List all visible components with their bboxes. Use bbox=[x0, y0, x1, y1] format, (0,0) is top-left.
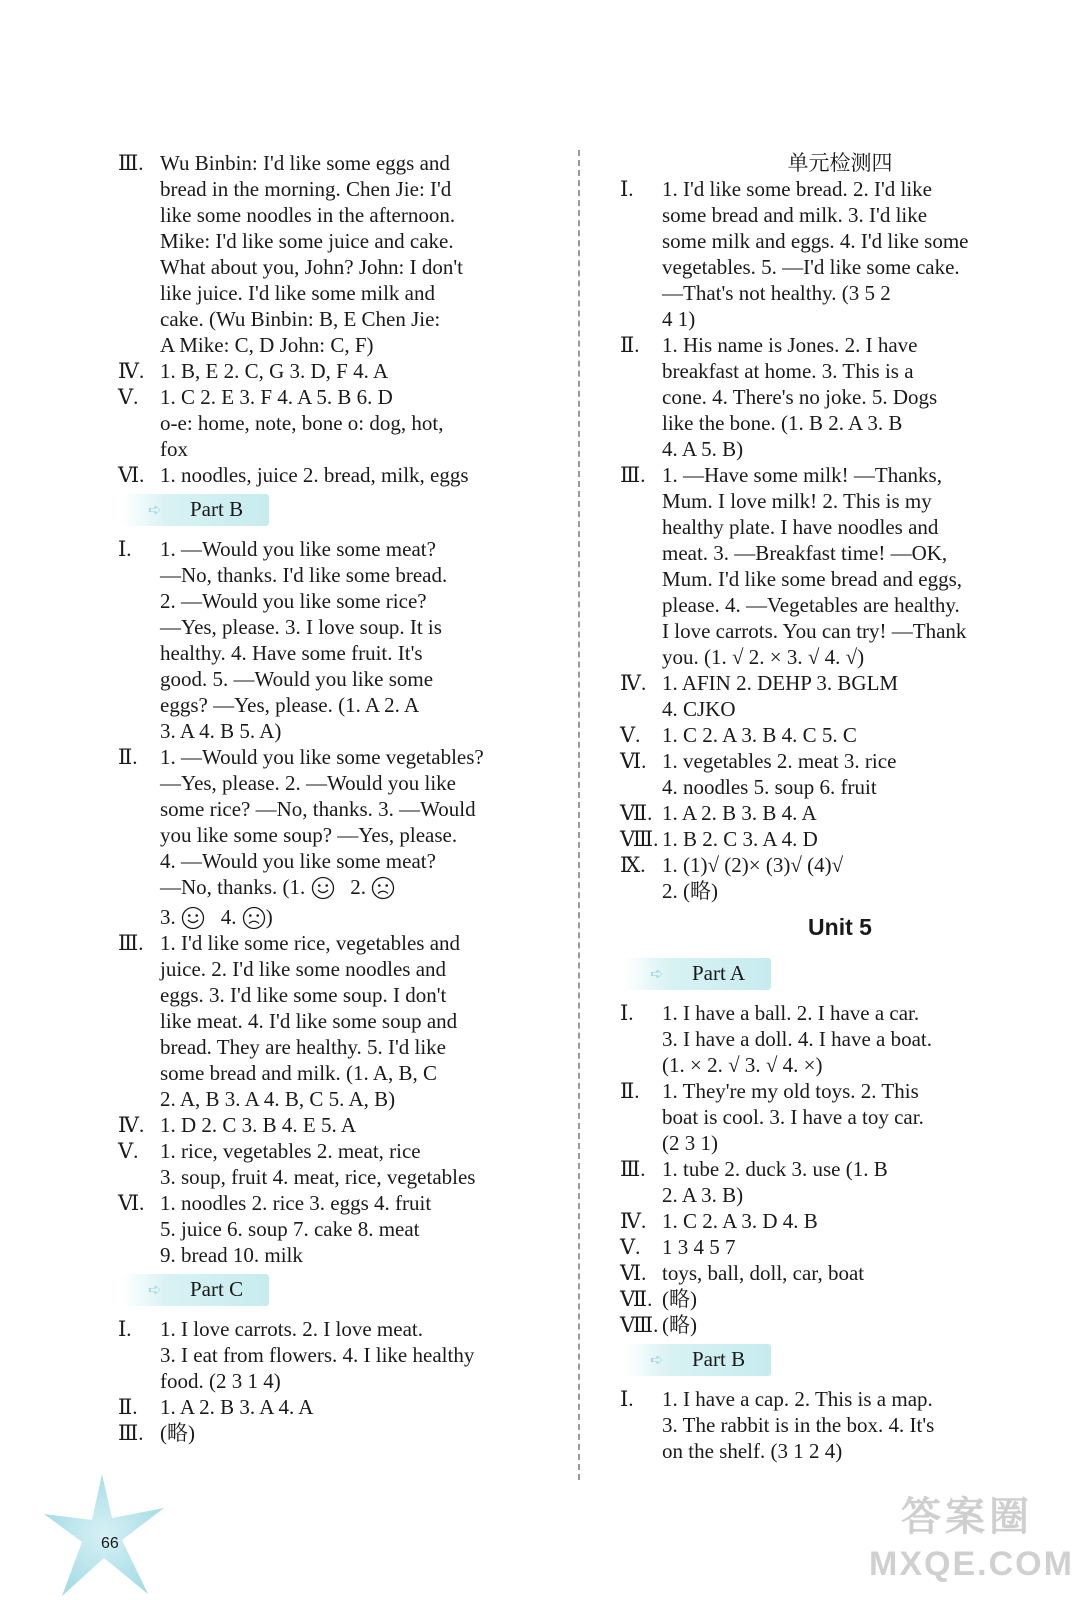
part-heading-label: Part B bbox=[190, 497, 244, 521]
question-number: Ⅷ. bbox=[620, 1313, 659, 1337]
answer-line: —No, thanks. I'd like some bread. bbox=[160, 563, 448, 587]
answer-line: 2. —Would you like some rice? bbox=[160, 589, 427, 613]
question-number: Ⅵ. bbox=[620, 749, 647, 773]
answer-line: 1. (1)√ (2)× (3)√ (4)√ bbox=[662, 853, 844, 877]
arrow-icon: ➪ bbox=[148, 1282, 162, 1299]
answer-line: 3. I eat from flowers. 4. I like healthy bbox=[160, 1343, 475, 1367]
watermark-logo-text: 答案圈 bbox=[901, 1495, 1033, 1539]
answer-line: (1. × 2. √ 3. √ 4. ×) bbox=[662, 1053, 823, 1077]
answer-line: like juice. I'd like some milk and bbox=[160, 281, 435, 305]
question bbox=[118, 536, 548, 744]
question-number: Ⅰ. bbox=[620, 1387, 634, 1411]
question-number: Ⅴ. bbox=[118, 1139, 139, 1163]
question-number: Ⅵ. bbox=[620, 1261, 647, 1285]
answer-line: 3. soup, fruit 4. meat, rice, vegetables bbox=[160, 1165, 476, 1189]
answer-line: healthy plate. I have noodles and bbox=[662, 515, 939, 539]
answer-line: 1. noodles, juice 2. bread, milk, eggs bbox=[160, 463, 469, 487]
answer-line: you. (1. √ 2. × 3. √ 4. √) bbox=[662, 645, 865, 669]
answer-line: 1. vegetables 2. meat 3. rice bbox=[662, 749, 897, 773]
answer-line: 1. —Would you like some meat? bbox=[160, 537, 436, 561]
question bbox=[620, 176, 1060, 332]
answer-line: What about you, John? John: I don't bbox=[160, 255, 463, 279]
answer-line: (略) bbox=[160, 1421, 195, 1445]
question bbox=[620, 1260, 1060, 1286]
question-number: Ⅶ. bbox=[620, 1287, 653, 1311]
answer-text: 3. bbox=[160, 905, 176, 929]
answer-line: some milk and eggs. 4. I'd like some bbox=[662, 229, 969, 253]
answer-line: 3. The rabbit is in the box. 4. It's bbox=[662, 1413, 935, 1437]
answer-line: 9. bread 10. milk bbox=[160, 1243, 303, 1267]
right-column bbox=[620, 150, 1060, 1464]
question bbox=[118, 1394, 548, 1420]
part-heading bbox=[122, 494, 269, 526]
question bbox=[620, 462, 1060, 670]
answer-line: o-e: home, note, bone o: dog, hot, bbox=[160, 411, 444, 435]
answer-line: Mike: I'd like some juice and cake. bbox=[160, 229, 454, 253]
answer-line: 1. A 2. B 3. A 4. A bbox=[160, 1395, 314, 1419]
answer-line: 1. B, E 2. C, G 3. D, F 4. A bbox=[160, 359, 389, 383]
answer-line: 5. juice 6. soup 7. cake 8. meat bbox=[160, 1217, 420, 1241]
question bbox=[620, 748, 1060, 800]
question bbox=[118, 1316, 548, 1394]
answer-line: 1. D 2. C 3. B 4. E 5. A bbox=[160, 1113, 357, 1137]
answer-line: 4. noodles 5. soup 6. fruit bbox=[662, 775, 877, 799]
answer-line: 4. —Would you like some meat? bbox=[160, 849, 436, 873]
answer-line: bread. They are healthy. 5. I'd like bbox=[160, 1035, 447, 1059]
test-title: 单元检测四 bbox=[787, 151, 893, 175]
answer-line: 1. tube 2. duck 3. use (1. B bbox=[662, 1157, 888, 1181]
question bbox=[620, 1386, 1060, 1464]
answer-line: 2. A, B 3. A 4. B, C 5. A, B) bbox=[160, 1087, 396, 1111]
question-number: Ⅷ. bbox=[620, 827, 659, 851]
watermark bbox=[869, 1492, 1074, 1596]
question bbox=[620, 1312, 1060, 1338]
question-number: Ⅰ. bbox=[620, 177, 634, 201]
arrow-icon: ➪ bbox=[148, 502, 162, 519]
question bbox=[118, 462, 548, 488]
answer-line: like the bone. (1. B 2. A 3. B bbox=[662, 411, 903, 435]
answer-line: healthy. 4. Have some fruit. It's bbox=[160, 641, 423, 665]
answer-line: 3. I have a doll. 4. I have a boat. bbox=[662, 1027, 932, 1051]
question-number: Ⅲ. bbox=[620, 1157, 646, 1181]
question bbox=[118, 1138, 548, 1190]
part-heading-label: Part A bbox=[692, 961, 746, 985]
answer-line: juice. 2. I'd like some noodles and bbox=[160, 957, 447, 981]
answer-line: bread in the morning. Chen Jie: I'd bbox=[160, 177, 452, 201]
answer-line: —Yes, please. 3. I love soup. It is bbox=[160, 615, 442, 639]
question-number: Ⅱ. bbox=[620, 1079, 640, 1103]
answer-line bbox=[160, 904, 548, 930]
question-number: Ⅳ. bbox=[118, 359, 145, 383]
question-number: Ⅰ. bbox=[620, 1001, 634, 1025]
question bbox=[620, 852, 1060, 904]
answer-line: some rice? —No, thanks. 3. —Would bbox=[160, 797, 476, 821]
answer-line: breakfast at home. 3. This is a bbox=[662, 359, 914, 383]
question-number: Ⅲ. bbox=[118, 931, 144, 955]
arrow-icon: ➪ bbox=[650, 1352, 664, 1369]
part-heading-label: Part B bbox=[692, 1347, 746, 1371]
question-number: Ⅰ. bbox=[118, 537, 132, 561]
answer-line: meat. 3. —Breakfast time! —OK, bbox=[662, 541, 948, 565]
question bbox=[620, 826, 1060, 852]
question-number: Ⅶ. bbox=[620, 801, 653, 825]
answer-line: (略) bbox=[662, 1313, 697, 1337]
answer-line: food. (2 3 1 4) bbox=[160, 1369, 281, 1393]
answer-line: eggs. 3. I'd like some soup. I don't bbox=[160, 983, 447, 1007]
question bbox=[118, 1420, 548, 1446]
answer-line: on the shelf. (3 1 2 4) bbox=[662, 1439, 843, 1463]
answer-line: 1. I love carrots. 2. I love meat. bbox=[160, 1317, 423, 1341]
question bbox=[620, 1000, 1060, 1078]
happy-face-icon bbox=[311, 876, 335, 900]
watermark-url: MXQE.COM bbox=[869, 1545, 1074, 1583]
answer-line: 1. —Would you like some vegetables? bbox=[160, 745, 484, 769]
answer-line: 1. C 2. A 3. B 4. C 5. C bbox=[662, 723, 857, 747]
answer-line: 1. C 2. A 3. D 4. B bbox=[662, 1209, 818, 1233]
question bbox=[620, 1234, 1060, 1260]
answer-line: Mum. I love milk! 2. This is my bbox=[662, 489, 932, 513]
answer-line: Mum. I'd like some bread and eggs, bbox=[662, 567, 963, 591]
answer-line: please. 4. —Vegetables are healthy. bbox=[662, 593, 960, 617]
question-number: Ⅳ. bbox=[118, 1113, 145, 1137]
column-divider bbox=[578, 150, 580, 1480]
answer-line: like meat. 4. I'd like some soup and bbox=[160, 1009, 458, 1033]
question bbox=[620, 1156, 1060, 1208]
answer-line: 1 3 4 5 7 bbox=[662, 1235, 736, 1259]
sad-face-icon bbox=[242, 906, 266, 930]
answer-line: you like some soup? —Yes, please. bbox=[160, 823, 458, 847]
answer-line: 1. His name is Jones. 2. I have bbox=[662, 333, 918, 357]
answer-line: 1. AFIN 2. DEHP 3. BGLM bbox=[662, 671, 899, 695]
answer-line: 1. C 2. E 3. F 4. A 5. B 6. D bbox=[160, 385, 393, 409]
question bbox=[620, 332, 1060, 462]
answer-line: (略) bbox=[662, 1287, 697, 1311]
answer-line: 1. They're my old toys. 2. This bbox=[662, 1079, 919, 1103]
question-number: Ⅳ. bbox=[620, 1209, 647, 1233]
answer-line: boat is cool. 3. I have a toy car. bbox=[662, 1105, 924, 1129]
question bbox=[118, 744, 548, 930]
answer-line: 4. CJKO bbox=[662, 697, 736, 721]
sad-face-icon bbox=[371, 876, 395, 900]
question bbox=[118, 1112, 548, 1138]
answer-line: —Yes, please. 2. —Would you like bbox=[160, 771, 456, 795]
question bbox=[620, 1286, 1060, 1312]
part-heading-label: Part C bbox=[190, 1277, 244, 1301]
answer-line: cake. (Wu Binbin: B, E Chen Jie: bbox=[160, 307, 441, 331]
answer-line: 1. I'd like some rice, vegetables and bbox=[160, 931, 461, 955]
question bbox=[620, 800, 1060, 826]
question bbox=[620, 670, 1060, 722]
answer-line: I love carrots. You can try! —Thank bbox=[662, 619, 967, 643]
question bbox=[620, 1078, 1060, 1156]
question bbox=[118, 384, 548, 462]
answer-line bbox=[160, 874, 548, 900]
answer-line: A Mike: C, D John: C, F) bbox=[160, 333, 374, 357]
answer-line: 2. (略) bbox=[662, 879, 718, 903]
answer-line: 3. A 4. B 5. A) bbox=[160, 719, 282, 743]
part-heading bbox=[122, 1274, 269, 1306]
answer-line: like some noodles in the afternoon. bbox=[160, 203, 456, 227]
part-heading bbox=[624, 958, 771, 990]
answer-line: (2 3 1) bbox=[662, 1131, 718, 1155]
question-number: Ⅱ. bbox=[118, 745, 138, 769]
answer-line: cone. 4. There's no joke. 5. Dogs bbox=[662, 385, 938, 409]
question-number: Ⅲ. bbox=[620, 463, 646, 487]
question-number: Ⅱ. bbox=[620, 333, 640, 357]
answer-text: 2. bbox=[350, 875, 366, 899]
question bbox=[620, 1208, 1060, 1234]
question-number: Ⅱ. bbox=[118, 1395, 138, 1419]
question-number: Ⅴ. bbox=[620, 1235, 641, 1259]
answer-line: 2. A 3. B) bbox=[662, 1183, 744, 1207]
arrow-icon: ➪ bbox=[650, 966, 664, 983]
answer-line: some bread and milk. (1. A, B, C bbox=[160, 1061, 438, 1085]
answer-line: 4. A 5. B) bbox=[662, 437, 744, 461]
answer-line: —That's not healthy. (3 5 2 bbox=[662, 281, 891, 305]
question-number: Ⅸ. bbox=[620, 853, 646, 877]
question-number: Ⅰ. bbox=[118, 1317, 132, 1341]
answer-line: 1. noodles 2. rice 3. eggs 4. fruit bbox=[160, 1191, 432, 1215]
answer-line: 1. rice, vegetables 2. meat, rice bbox=[160, 1139, 421, 1163]
answer-line: good. 5. —Would you like some bbox=[160, 667, 434, 691]
left-column bbox=[118, 150, 548, 1446]
question bbox=[118, 358, 548, 384]
answer-line: 1. B 2. C 3. A 4. D bbox=[662, 827, 818, 851]
unit-title: Unit 5 bbox=[808, 914, 872, 940]
question-number: Ⅵ. bbox=[118, 463, 145, 487]
question-number: Ⅴ. bbox=[620, 723, 641, 747]
question-number: Ⅳ. bbox=[620, 671, 647, 695]
question-number: Ⅵ. bbox=[118, 1191, 145, 1215]
question-number: Ⅴ. bbox=[118, 385, 139, 409]
answer-text: —No, thanks. (1. bbox=[160, 875, 306, 899]
answer-line: 1. I have a cap. 2. This is a map. bbox=[662, 1387, 933, 1411]
answer-line: 1. A 2. B 3. B 4. A bbox=[662, 801, 817, 825]
answer-text: 4. bbox=[220, 905, 237, 929]
question-number: Ⅲ. bbox=[118, 151, 144, 175]
answer-line: eggs? —Yes, please. (1. A 2. A bbox=[160, 693, 420, 717]
part-heading bbox=[624, 1344, 771, 1376]
question bbox=[118, 1190, 548, 1268]
question bbox=[118, 930, 548, 1112]
answer-line: Wu Binbin: I'd like some eggs and bbox=[160, 151, 450, 175]
answer-line: vegetables. 5. —I'd like some cake. bbox=[662, 255, 960, 279]
page-number: 66 bbox=[101, 1535, 119, 1552]
answer-line: 1. —Have some milk! —Thanks, bbox=[662, 463, 942, 487]
question bbox=[118, 150, 548, 358]
answer-text: ) bbox=[265, 905, 273, 929]
answer-line: 4 1) bbox=[662, 307, 696, 331]
answer-line: fox bbox=[160, 437, 188, 461]
question bbox=[620, 722, 1060, 748]
answer-line: 1. I'd like some bread. 2. I'd like bbox=[662, 177, 932, 201]
answer-line: 1. I have a ball. 2. I have a car. bbox=[662, 1001, 920, 1025]
answer-line: toys, ball, doll, car, boat bbox=[662, 1261, 865, 1285]
question-number: Ⅲ. bbox=[118, 1421, 144, 1445]
happy-face-icon bbox=[181, 906, 205, 930]
answer-line: some bread and milk. 3. I'd like bbox=[662, 203, 928, 227]
